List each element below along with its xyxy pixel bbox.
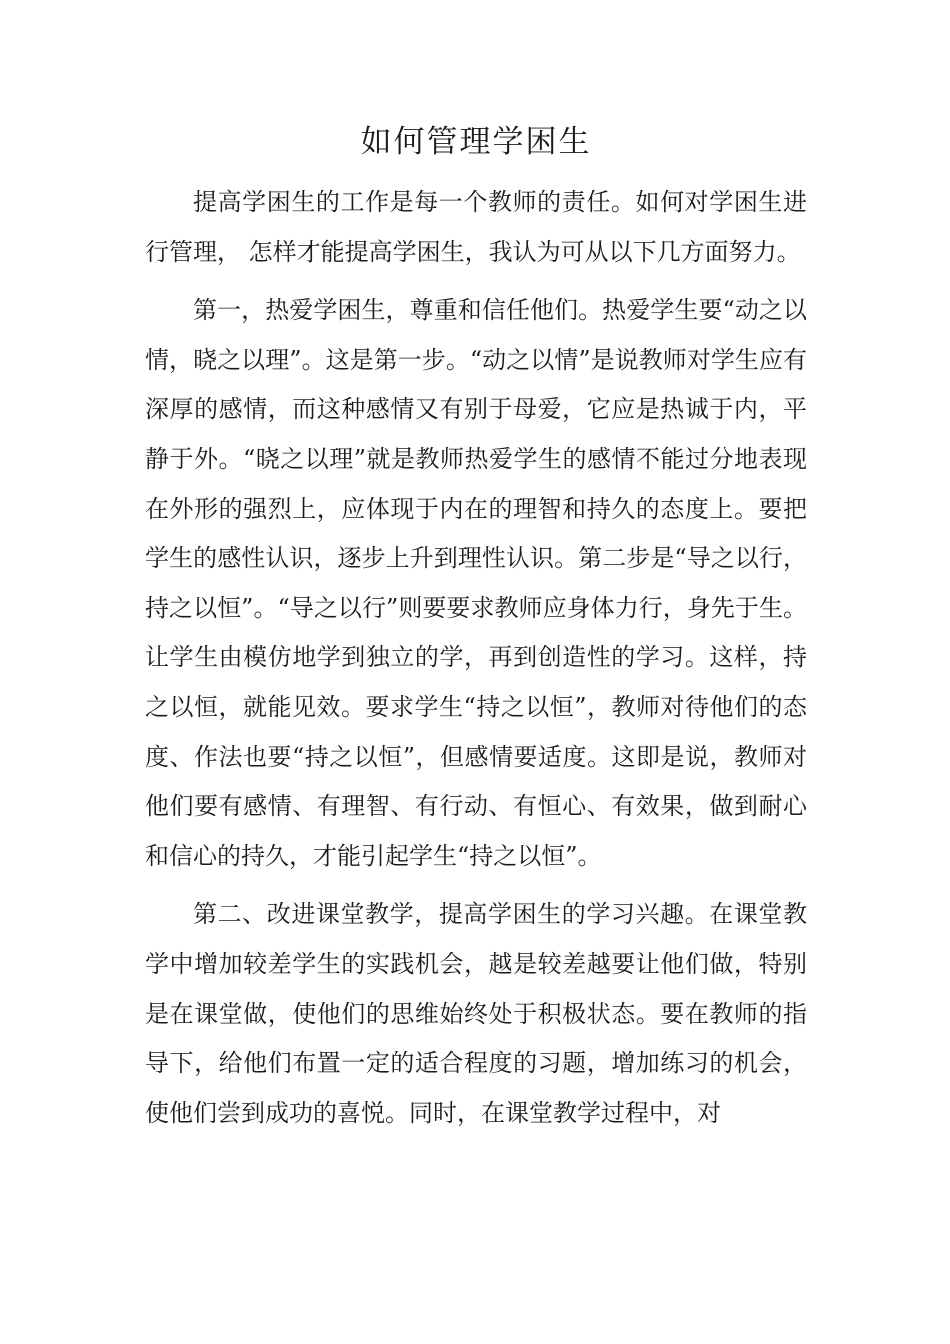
document-title: 如何管理学困生 [360, 124, 592, 160]
document-page [145, 118, 807, 1147]
paragraph-point-one: 第一，热爱学困生，尊重和信任他们。热爱学生要“动之以情，晓之以理”。这是第一步。“动之以情”是说教师对学生应有深厚的感情，而这种感情又有别于母爱，它应是热诚于内，平静于外。“晓之以理”就是教师热爱学生的感情不能过分地表现在外形的强烈上，应体现于内在的理智和持久的态度上。要把学生的感性认识，逐步上升到理性认识。第二步是“导之以行，持之以恒”。“导之以行”则要要求教师应身体力行，身先于生。让学生由模仿地学到独立的学，再到创造性的学习。这样，持之以恒，就能见效。要求学生“持之以恒”，教师对待他们的态度、作法也要“持之以恒”，但感情要适度。这即是说，教师对他们要有感情、有理智、有行动、有恒心、有效果，做到耐心和信心的持久，才能引起学生“持之以恒”。 [145, 296, 807, 870]
paragraph-point-two: 第二、改进课堂教学，提高学困生的学习兴趣。在课堂教学中增加较差学生的实践机会，越是较差越要让他们做，特别是在课堂做，使他们的思维始终处于积极状态。要在教师的指导下，给他们布置一定的适合程度的习题，增加练习的机会，使他们尝到成功的喜悦。同时，在课堂教学过程中，对 [145, 900, 807, 1127]
paragraph-intro: 提高学困生的工作是每一个教师的责任。如何对学困生进行管理， 怎样才能提高学困生，我认为可从以下几方面努力。 [145, 188, 807, 266]
